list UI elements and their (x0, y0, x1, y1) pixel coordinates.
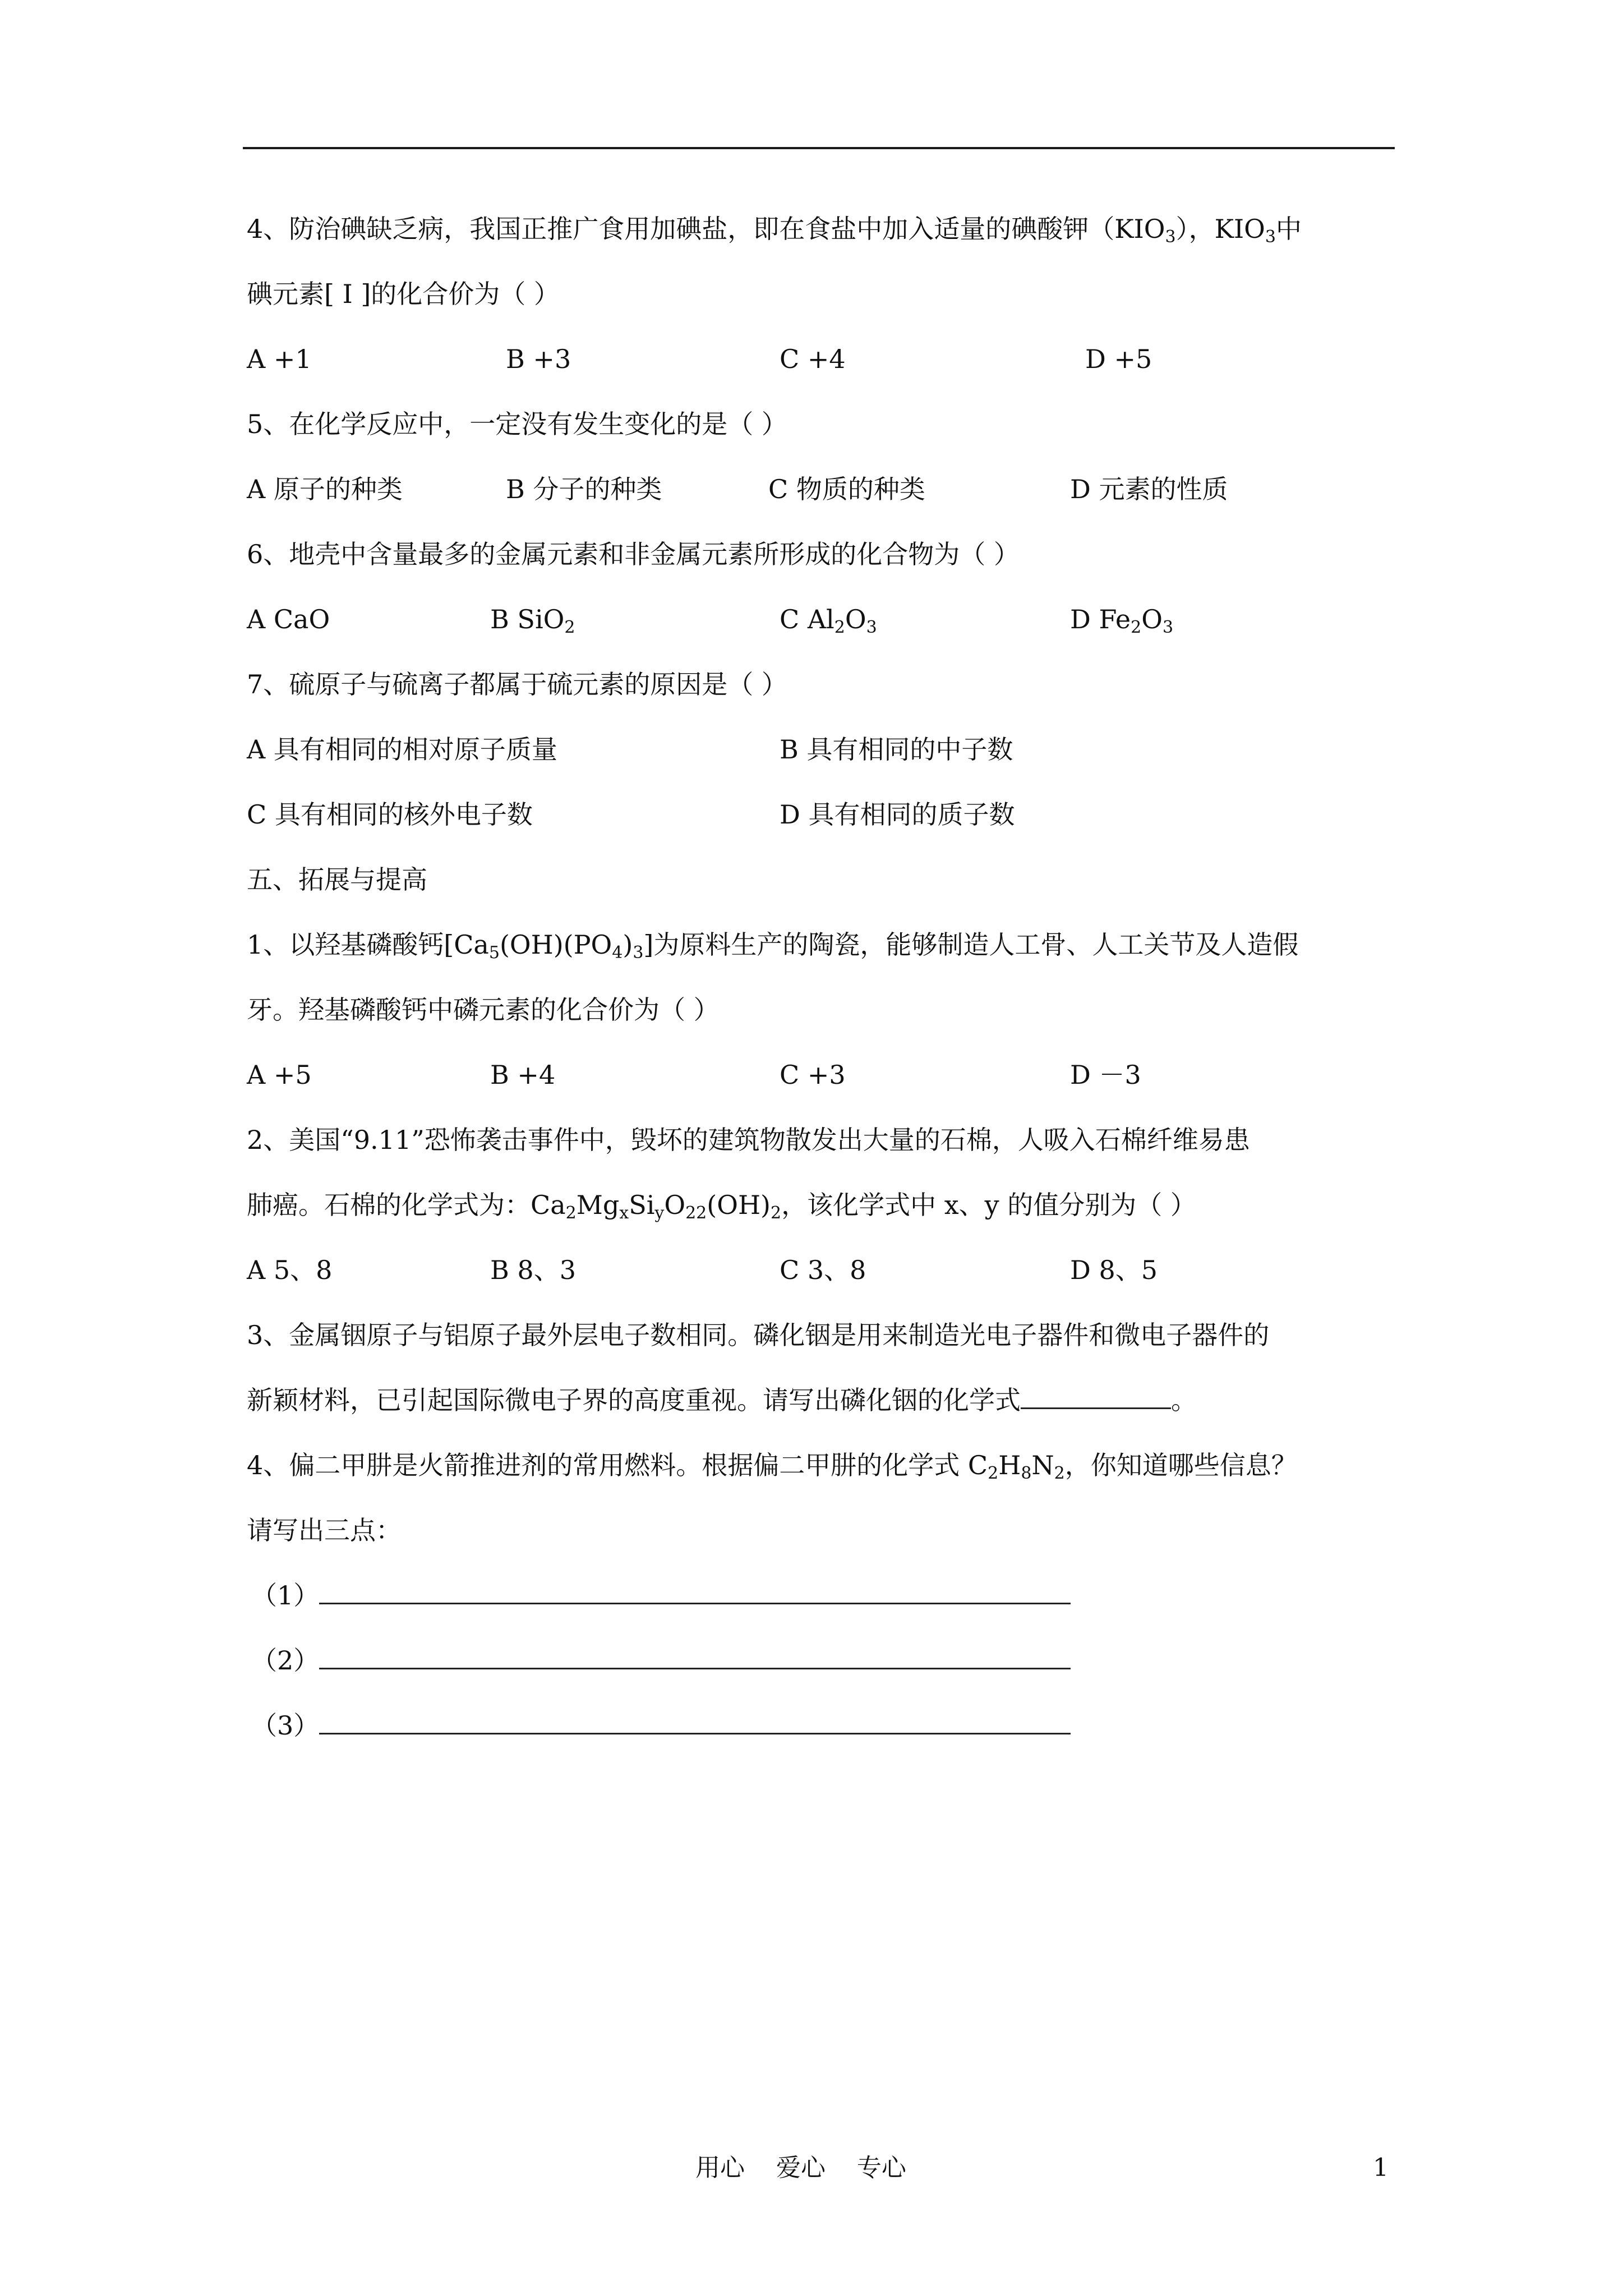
q7-option-d: D 具有相同的质子数 (780, 799, 1015, 830)
e3-line2: 新颖材料，已引起国际微电子界的高度重视。请写出磷化铟的化学式 。 (247, 1385, 1197, 1415)
q7-option-b: B 具有相同的中子数 (780, 734, 1013, 765)
e2-option-c: C 3、8 (780, 1255, 866, 1285)
header-rule (243, 147, 1395, 149)
answer-blank[interactable] (319, 1645, 1071, 1669)
q5-option-b: B 分子的种类 (506, 474, 662, 504)
section-title: 五、拓展与提高 (247, 864, 427, 895)
q4-option-b: B +3 (506, 344, 571, 374)
q4-option-c: C +4 (780, 344, 846, 374)
e2-option-a: A 5、8 (247, 1255, 333, 1285)
e1-option-c: C +3 (780, 1060, 846, 1090)
answer-blank[interactable] (319, 1580, 1071, 1604)
e3-line1: 3、金属铟原子与铝原子最外层电子数相同。磷化铟是用来制造光电子器件和微电子器件的 (247, 1320, 1270, 1350)
e4-line1: 4、偏二甲肼是火箭推进剂的常用燃料。根据偏二甲肼的化学式 $C_2H_8N_2$，你知道哪些信息？ (247, 1450, 1297, 1483)
answer-blank[interactable] (319, 1710, 1071, 1734)
answer-item-1: （1） (251, 1579, 1071, 1612)
q4-line2: 碘元素[ I ]的化合价为（ ） (247, 279, 560, 309)
q6-option-d: D $Fe_2O_3$ (1070, 604, 1174, 637)
e2-option-d: D 8、5 (1070, 1255, 1158, 1285)
e4-line2: 请写出三点： (247, 1515, 402, 1545)
q4-option-a: A +1 (247, 344, 312, 374)
q5-option-a: A 原子的种类 (247, 474, 403, 504)
q7-option-c: C 具有相同的核外电子数 (247, 799, 533, 830)
q7-text: 7、硫原子与硫离子都属于硫元素的原因是（ ） (247, 669, 787, 700)
e2-line1: 2、美国“9.11”恐怖袭击事件中，毁坏的建筑物散发出大量的石棉，人吸入石棉纤维易患 (247, 1125, 1250, 1155)
answer-item-2: （2） (251, 1644, 1071, 1677)
e1-option-d: D －3 (1070, 1060, 1141, 1090)
e2-option-b: B 8、3 (490, 1255, 576, 1285)
answer-item-3: （3） (251, 1709, 1071, 1742)
q5-option-d: D 元素的性质 (1070, 474, 1228, 504)
e1-line1: 1、以羟基磷酸钙$[Ca_5(OH)(PO_4)_3]$为原料生产的陶瓷，能够制造人工骨、人工关节及人造假 (247, 930, 1299, 963)
e1-option-b: B +4 (490, 1060, 556, 1090)
q7-option-a: A 具有相同的相对原子质量 (247, 734, 557, 765)
q4-option-d: D +5 (1085, 344, 1152, 374)
answer-blank[interactable] (1021, 1385, 1171, 1409)
q6-option-a: A CaO (247, 604, 330, 634)
e1-line2: 牙。羟基磷酸钙中磷元素的化合价为（ ） (247, 995, 720, 1025)
page-number: 1 (1373, 2154, 1389, 2182)
q4-line1: 4、防治碘缺乏病，我国正推广食用加碘盐，即在食盐中加入适量的碘酸钾$(KIO_3)$，$KIO_3$中 (247, 214, 1302, 247)
footer-motto: 用心 爱心 专心 (695, 2154, 906, 2182)
q6-option-b: B SiO$_2$ (490, 604, 575, 637)
e2-line2: 肺癌。石棉的化学式为：$Ca_2Mg_xSi_yO_{22}(OH)_2$，该化学式中 x、y 的值分别为（ ） (247, 1190, 1196, 1223)
e1-option-a: A +5 (247, 1060, 312, 1090)
q5-text: 5、在化学反应中，一定没有发生变化的是（ ） (247, 409, 787, 439)
q6-text: 6、地壳中含量最多的金属元素和非金属元素所形成的化合物为（ ） (247, 539, 1020, 569)
q5-option-c: C 物质的种类 (768, 474, 925, 504)
q6-option-c: C $Al_2O_3$ (780, 604, 877, 637)
